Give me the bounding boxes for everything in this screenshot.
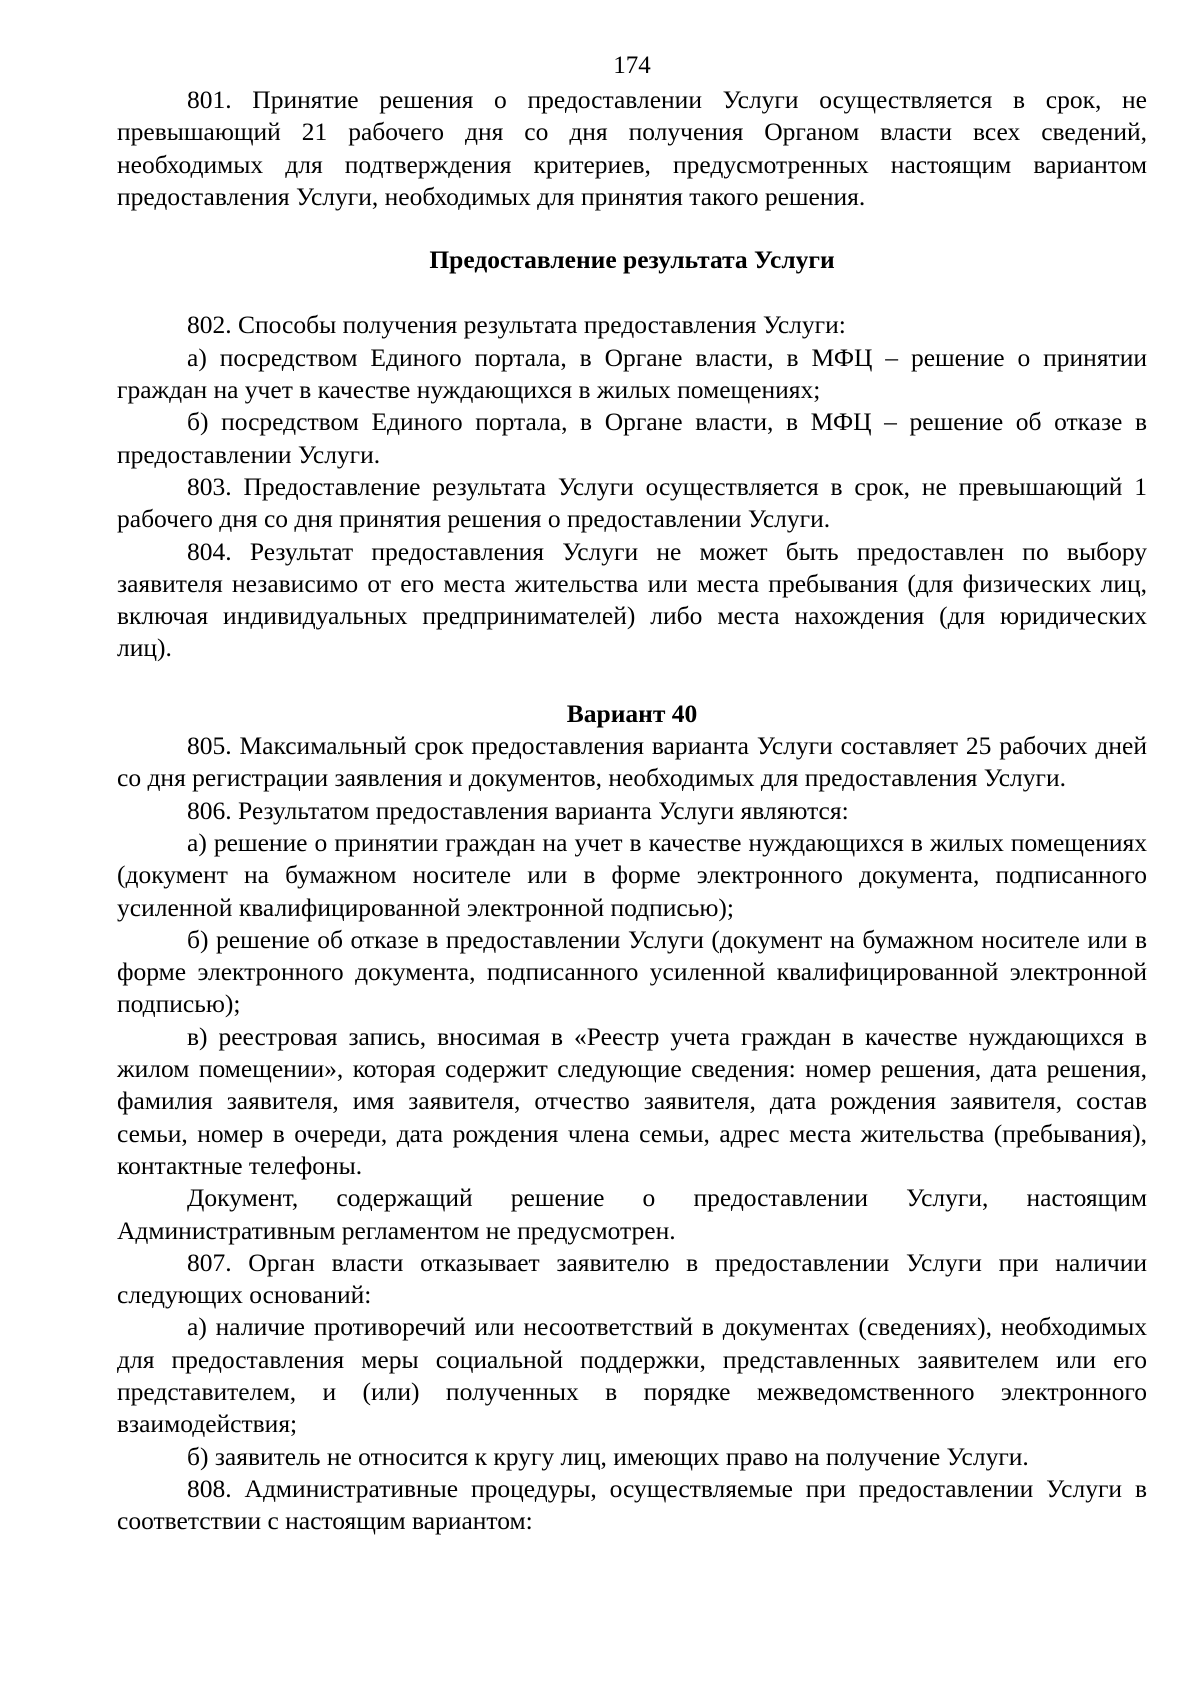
section-heading-variant: Вариант 40: [566, 698, 698, 728]
section-heading-result: Предоставление результата Услуги: [429, 245, 835, 275]
paragraph-806-b: б) решение об отказе в предоставлении Услуги (документ на бумажном носителе или в форме электронного документа, подписанного усиленной квалифицированной электронной подписью);: [117, 924, 1147, 1019]
paragraph-803: 803. Предоставление результата Услуги осуществляется в срок, не превышающий 1 рабочего дня со дня принятия решения о предоставлении Услуги.: [117, 471, 1147, 534]
paragraph-802-a: а) посредством Единого портала, в Органе власти, в МФЦ – решение о принятии граждан на учет в качестве нуждающихся в жилых помещениях;: [117, 342, 1147, 405]
document-page: [117, 50, 1147, 1537]
paragraph-801: 801. Принятие решения о предоставлении Услуги осуществляется в срок, не превышающий 21 рабочего дня со дня получения Органом власти всех сведений, необходимых для подтверждения критериев, предусмотренных настоящим вариантом предоставления Услуги, необходимых для принятия такого решения.: [117, 85, 1147, 211]
paragraph-805: 805. Максимальный срок предоставления варианта Услуги составляет 25 рабочих дней со дня регистрации заявления и документов, необходимых для предоставления Услуги.: [117, 731, 1147, 793]
paragraph-802: 802. Способы получения результата предоставления Услуги:: [187, 310, 846, 340]
paragraph-804: 804. Результат предоставления Услуги не может быть предоставлен по выбору заявителя независимо от его места жительства или места пребывания (для физических лиц, включая индивидуальных предпринимателей) либо места нахождения (для юридических лиц).: [117, 536, 1147, 663]
paragraph-807: 807. Орган власти отказывает заявителю в предоставлении Услуги при наличии следующих оснований:: [117, 1247, 1147, 1310]
paragraph-807-b: б) заявитель не относится к кругу лиц, имеющих право на получение Услуги.: [187, 1441, 1029, 1471]
paragraph-806-v: в) реестровая запись, вносимая в «Реестр учета граждан в качестве нуждающихся в жилом помещении», которая содержит следующие сведения: номер решения, дата решения, фамилия заявителя, имя заявителя, отчество заявителя, дата рождения заявителя, состав семьи, номер в очереди, дата рождения члена семьи, адрес места жительства (пребывания), контактные телефоны.: [117, 1021, 1147, 1180]
paragraph-806-a: а) решение о принятии граждан на учет в качестве нуждающихся в жилых помещениях (документ на бумажном носителе или в форме электронного документа, подписанного усиленной квалифицированной электронной подписью);: [117, 827, 1147, 922]
paragraph-808: 808. Административные процедуры, осуществляемые при предоставлении Услуги в соответствии с настоящим вариантом:: [117, 1473, 1147, 1536]
paragraph-802-b: б) посредством Единого портала, в Органе власти, в МФЦ – решение об отказе в предоставлении Услуги.: [117, 407, 1147, 469]
paragraph-806: 806. Результатом предоставления варианта Услуги являются:: [187, 795, 849, 825]
paragraph-807-a: а) наличие противоречий или несоответствий в документах (сведениях), необходимых для предоставления меры социальной поддержки, представленных заявителем или его представителем, и (или) полученных в порядке межведомственного электронного взаимодействия;: [117, 1312, 1147, 1439]
paragraph-document-note: Документ, содержащий решение о предоставлении Услуги, настоящим Административным регламентом не предусмотрен.: [117, 1183, 1147, 1245]
page-number: 174: [613, 52, 651, 79]
